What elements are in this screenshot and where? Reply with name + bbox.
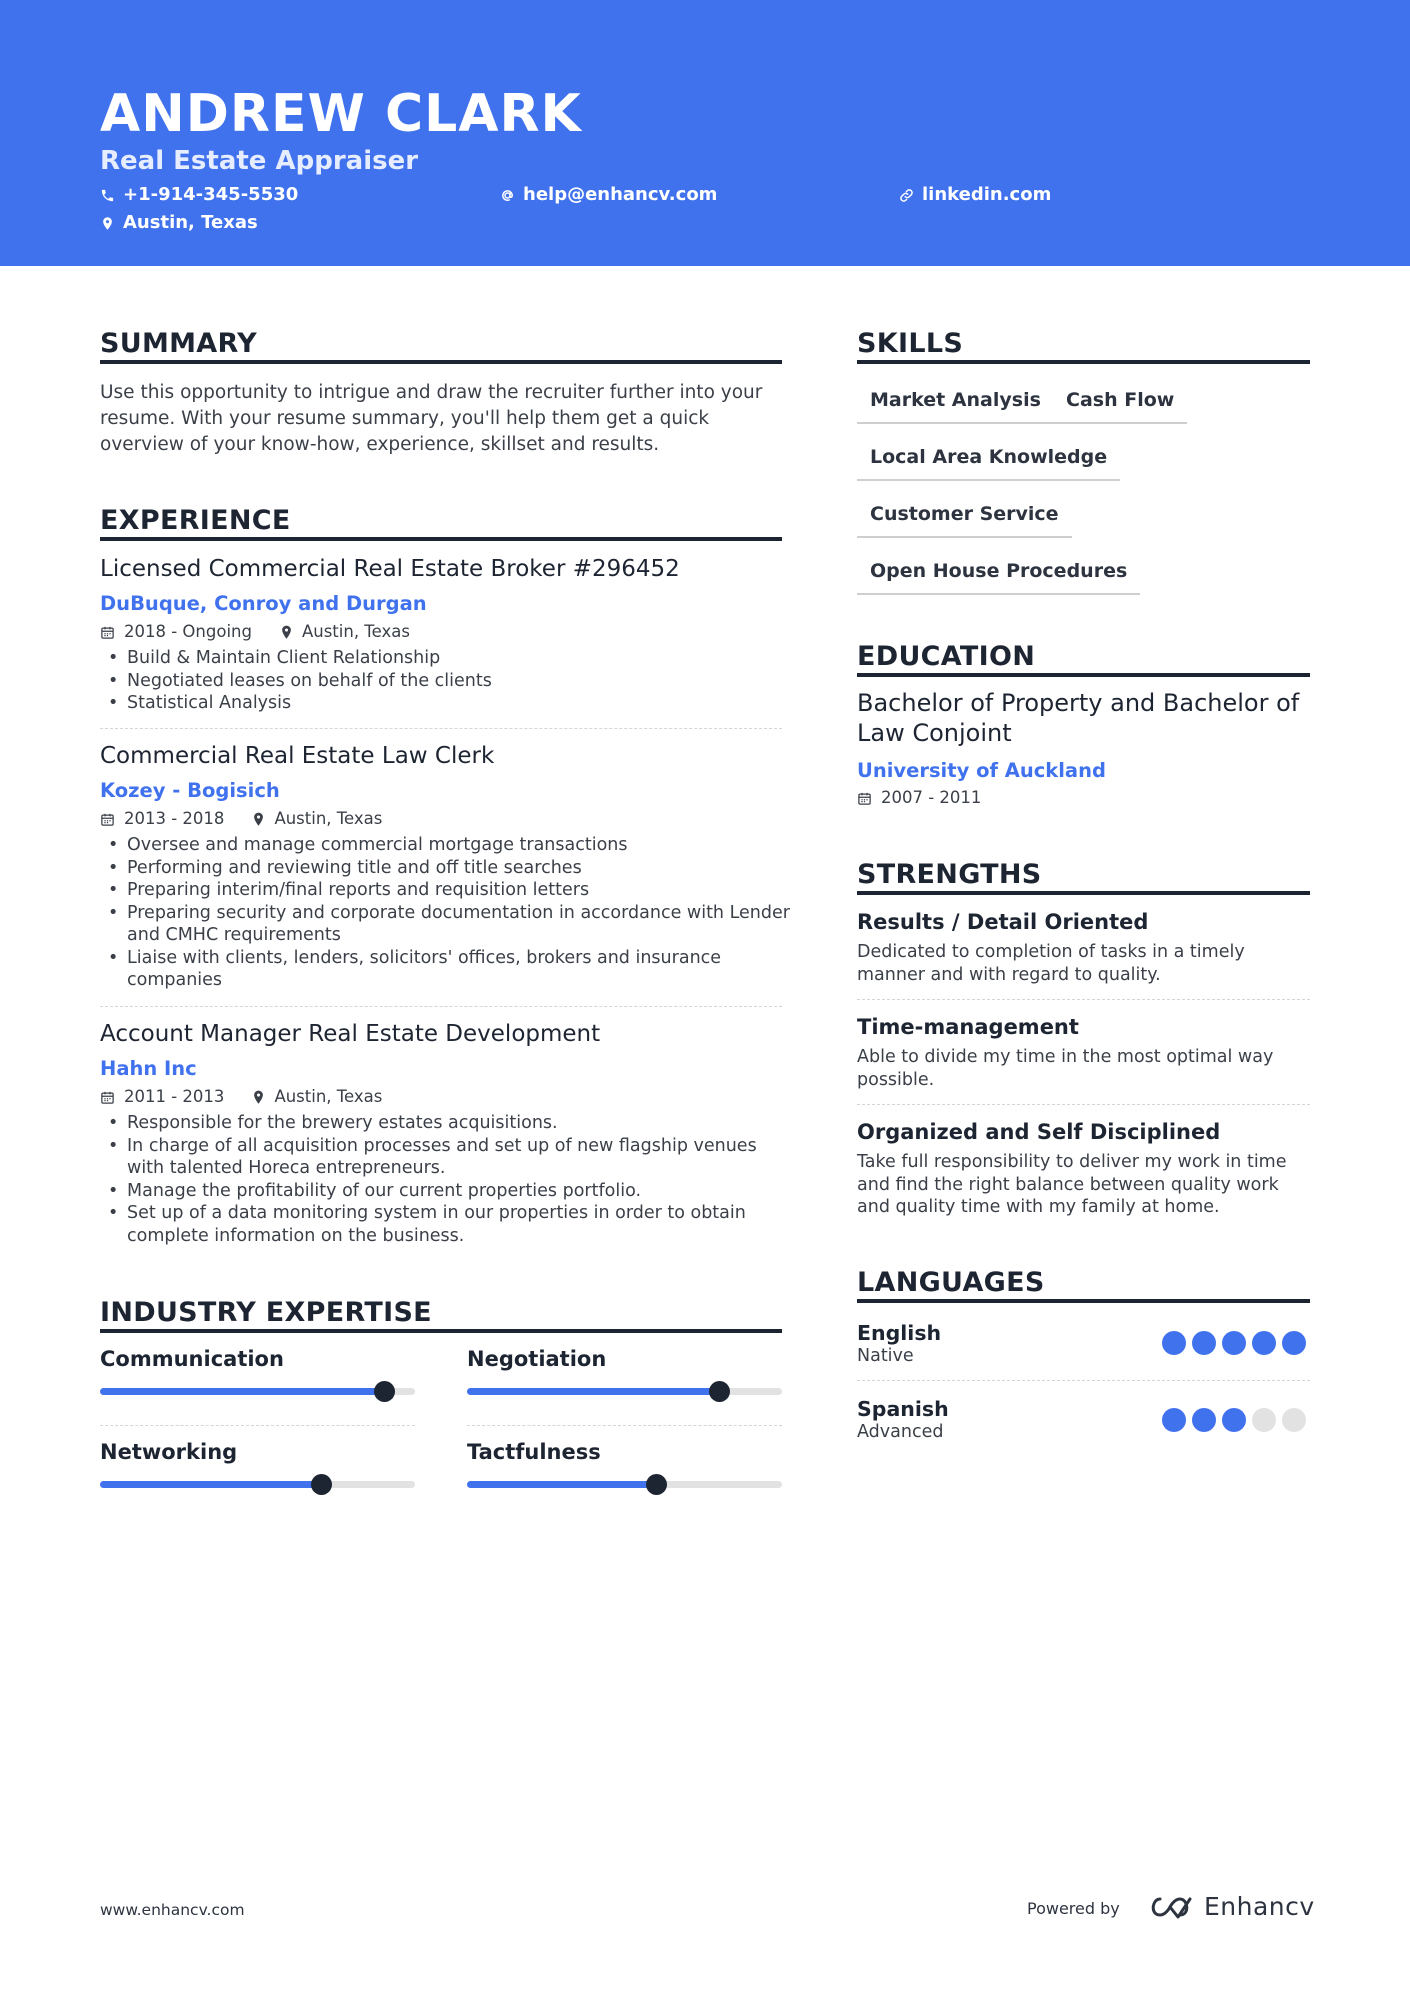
list-item: • Build & Maintain Client Relationship [100, 647, 790, 670]
job-title: Commercial Real Estate Law Clerk [100, 743, 495, 769]
candidate-name: ANDREW CLARK [100, 84, 582, 144]
expertise-label: Networking [100, 1440, 238, 1464]
summary-rule [100, 360, 782, 364]
skill-tag: Market Analysis [857, 387, 1054, 424]
candidate-role: Real Estate Appraiser [100, 146, 419, 176]
rating-dot-filled [1162, 1331, 1186, 1355]
language-rating [1162, 1408, 1306, 1432]
company-name: Kozey - Bogisich [100, 779, 280, 802]
education-rule [857, 673, 1310, 677]
expertise-label: Negotiation [467, 1347, 607, 1371]
rating-dot-empty [1252, 1408, 1276, 1432]
strength-text: Able to divide my time in the most optimal way possible. [857, 1047, 1274, 1090]
list-item: • Set up of a data monitoring system in our properties in order to obtain complete information on the business. [100, 1202, 790, 1247]
powered-by: Powered by [1027, 1899, 1120, 1918]
job-location [252, 808, 382, 830]
location-icon [100, 216, 115, 231]
job-location-text: Austin, Texas [274, 809, 383, 828]
language-level: Native [857, 1346, 914, 1366]
strength-title: Organized and Self Disciplined [857, 1120, 1221, 1144]
list-item: • In charge of all acquisition processes and set up of new flagship venues with talented Horeca entrepreneurs. [100, 1135, 790, 1180]
strengths-rule [857, 891, 1310, 895]
languages-heading: LANGUAGES [857, 1267, 1045, 1298]
language-name: English [857, 1321, 942, 1345]
rating-dot-filled [1162, 1408, 1186, 1432]
job-meta [100, 621, 410, 643]
list-item: • Responsible for the brewery estates acquisitions. [100, 1112, 790, 1135]
job-bullets [100, 834, 790, 992]
contact-linkedin[interactable] [899, 183, 1051, 207]
job-location [280, 621, 410, 643]
skill-tag: Open House Procedures [857, 558, 1140, 595]
divider [857, 1380, 1310, 1381]
expertise-bar-fill [100, 1388, 384, 1395]
location-icon [252, 812, 265, 827]
list-item: • Preparing interim/final reports and requisition letters [100, 879, 790, 902]
job-location-text: Austin, Texas [274, 1087, 383, 1106]
brand-logo[interactable] [1146, 1891, 1315, 1923]
job-title: Account Manager Real Estate Development [100, 1021, 601, 1047]
education-heading: EDUCATION [857, 641, 1036, 672]
rating-dot-filled [1192, 1331, 1216, 1355]
enhancv-logo-icon [1146, 1894, 1194, 1920]
job-meta [100, 808, 382, 830]
skill-tag: Local Area Knowledge [857, 444, 1120, 481]
strength-title: Time-management [857, 1015, 1079, 1039]
strength-text: Take full responsibility to deliver my work in time and find the right balance between quality work and quality time with my family at home. [857, 1152, 1287, 1217]
expertise-bar-fill [100, 1481, 321, 1488]
expertise-bar-fill [467, 1481, 656, 1488]
company-name: Hahn Inc [100, 1057, 197, 1080]
job-location-text: Austin, Texas [301, 622, 410, 641]
skill-tag: Cash Flow [1053, 387, 1187, 424]
divider [100, 1425, 415, 1426]
expertise-bar-knob [374, 1381, 395, 1402]
location-icon [252, 1090, 265, 1105]
expertise-bar-knob [709, 1381, 730, 1402]
divider [100, 728, 782, 729]
brand-name: Enhancv [1204, 1892, 1315, 1921]
job-meta [100, 1086, 382, 1108]
phone-icon [100, 188, 115, 203]
calendar-icon [100, 812, 115, 827]
expertise-label: Tactfulness [467, 1440, 601, 1464]
expertise-bar [100, 1388, 415, 1395]
skills-rule [857, 360, 1310, 364]
phone-text: +1-914-345-5530 [123, 184, 299, 205]
list-item: • Performing and reviewing title and off title searches [100, 857, 790, 880]
footer-url[interactable]: www.enhancv.com [100, 1901, 245, 1919]
header [0, 0, 1410, 266]
company-name: DuBuque, Conroy and Durgan [100, 592, 427, 615]
link-icon [899, 188, 914, 203]
contact-location [100, 211, 258, 235]
experience-heading: EXPERIENCE [100, 505, 291, 536]
rating-dot-filled [1282, 1331, 1306, 1355]
experience-rule [100, 537, 782, 541]
divider [857, 1104, 1310, 1105]
education-dates: 2007 - 2011 [881, 788, 982, 807]
skill-tag: Customer Service [857, 501, 1072, 538]
job-location [252, 1086, 382, 1108]
job-bullets [100, 1112, 790, 1247]
contact-email[interactable] [500, 183, 717, 207]
job-dates: 2018 - Ongoing [124, 622, 252, 641]
expertise-bar-fill [467, 1388, 719, 1395]
at-icon [500, 188, 515, 203]
university: University of Auckland [857, 759, 1106, 782]
language-name: Spanish [857, 1397, 949, 1421]
language-rating [1162, 1331, 1306, 1355]
education-meta [857, 787, 981, 809]
location-text: Austin, Texas [123, 212, 258, 233]
calendar-icon [100, 1090, 115, 1105]
skills-heading: SKILLS [857, 328, 964, 359]
expertise-bar [467, 1481, 782, 1488]
divider [100, 1006, 782, 1007]
languages-rule [857, 1299, 1310, 1303]
expertise-bar-knob [311, 1474, 332, 1495]
calendar-icon [100, 625, 115, 640]
rating-dot-filled [1252, 1331, 1276, 1355]
expertise-bar-knob [646, 1474, 667, 1495]
list-item: • Negotiated leases on behalf of the clients [100, 670, 790, 693]
list-item: • Oversee and manage commercial mortgage transactions [100, 834, 790, 857]
divider [467, 1425, 782, 1426]
list-item: • Manage the profitability of our current properties portfolio. [100, 1180, 790, 1203]
list-item: • Liaise with clients, lenders, solicitors' offices, brokers and insurance companies [100, 947, 790, 992]
strength-title: Results / Detail Oriented [857, 910, 1149, 934]
expertise-heading: INDUSTRY EXPERTISE [100, 1297, 432, 1328]
linkedin-text: linkedin.com [922, 184, 1052, 205]
calendar-icon [857, 791, 872, 806]
contact-phone[interactable] [100, 183, 298, 207]
summary-heading: SUMMARY [100, 328, 257, 359]
job-dates: 2013 - 2018 [124, 809, 225, 828]
location-icon [280, 625, 293, 640]
rating-dot-filled [1192, 1408, 1216, 1432]
list-item: • Preparing security and corporate documentation in accordance with Lender and CMHC requirements [100, 902, 790, 947]
summary-text: Use this opportunity to intrigue and draw the recruiter further into your resume. With your resume summary, you'll help them get a quick overview of your know-how, experience, skillset and results. [100, 382, 763, 455]
rating-dot-filled [1222, 1331, 1246, 1355]
list-item: • Statistical Analysis [100, 692, 790, 715]
strengths-heading: STRENGTHS [857, 859, 1042, 890]
strength-text: Dedicated to completion of tasks in a timely manner and with regard to quality. [857, 942, 1245, 985]
degree: Bachelor of Property and Bachelor of Law Conjoint [857, 689, 1300, 747]
job-title: Licensed Commercial Real Estate Broker #296452 [100, 556, 680, 582]
expertise-rule [100, 1329, 782, 1333]
expertise-bar [100, 1481, 415, 1488]
email-text: help@enhancv.com [523, 184, 718, 205]
rating-dot-filled [1222, 1408, 1246, 1432]
expertise-bar [467, 1388, 782, 1395]
language-level: Advanced [857, 1422, 944, 1442]
job-bullets [100, 647, 790, 715]
expertise-label: Communication [100, 1347, 284, 1371]
rating-dot-empty [1282, 1408, 1306, 1432]
job-dates: 2011 - 2013 [124, 1087, 225, 1106]
divider [857, 999, 1310, 1000]
